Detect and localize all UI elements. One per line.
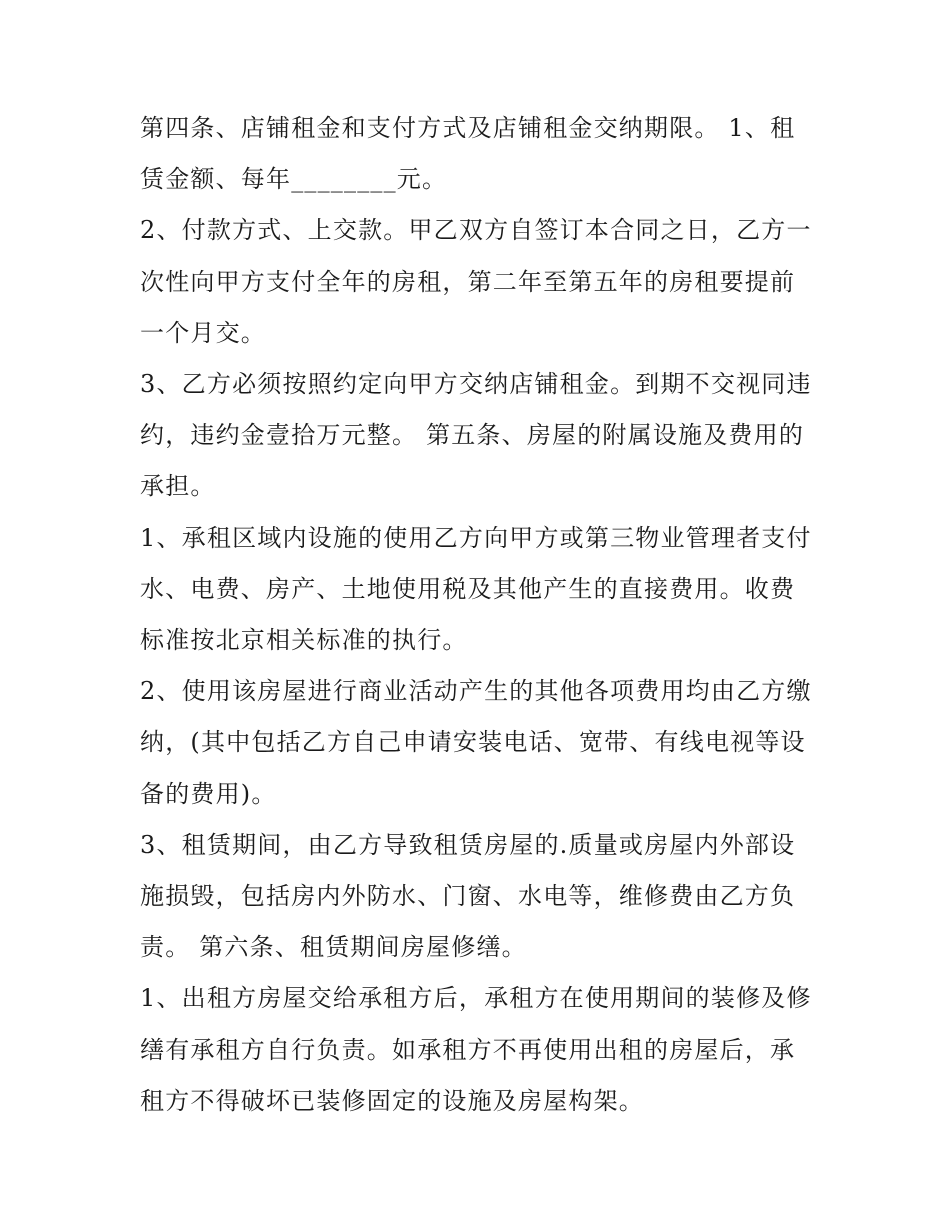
paragraph-renovation: 1、出租方房屋交给承租方后，承租方在使用期间的装修及修缮有承租方自行负责。如承租方不再使用出租的房屋后，承租方不得破坏已装修固定的设施及房屋构架。 (140, 984, 812, 1115)
paragraph-payment-method: 2、付款方式、上交款。甲乙双方自签订本合同之日，乙方一次性向甲方支付全年的房租，第二年至第五年的房租要提前一个月交。 (140, 216, 812, 347)
paragraph-facility-fees: 1、承租区域内设施的使用乙方向甲方或第三物业管理者支付水、电费、房产、土地使用税及其他产生的直接费用。收费标准按北京相关标准的执行。 (140, 523, 812, 655)
paragraph-late-payment: 3、乙方必须按照约定向甲方交纳店铺租金。到期不交视同违约，违约金壹拾万元整。 第五条、房屋的附属设施及费用的承担。 (140, 370, 812, 501)
paragraph-damage-repair: 3、租赁期间，由乙方导致租赁房屋的.质量或房屋内外部设施损毁，包括房内外防水、门窗、水电等，维修费由乙方负责。 第六条、租赁期间房屋修缮。 (140, 830, 796, 962)
paragraph-article-4-payment: 第四条、店铺租金和支付方式及店铺租金交纳期限。 1、租赁金额、每年________元。 (140, 114, 796, 194)
document-body (140, 103, 820, 1127)
paragraph-other-fees: 2、使用该房屋进行商业活动产生的其他各项费用均由乙方缴纳，(其中包括乙方自己申请安装电话、宽带、有线电视等设备的费用)。 (140, 677, 812, 808)
